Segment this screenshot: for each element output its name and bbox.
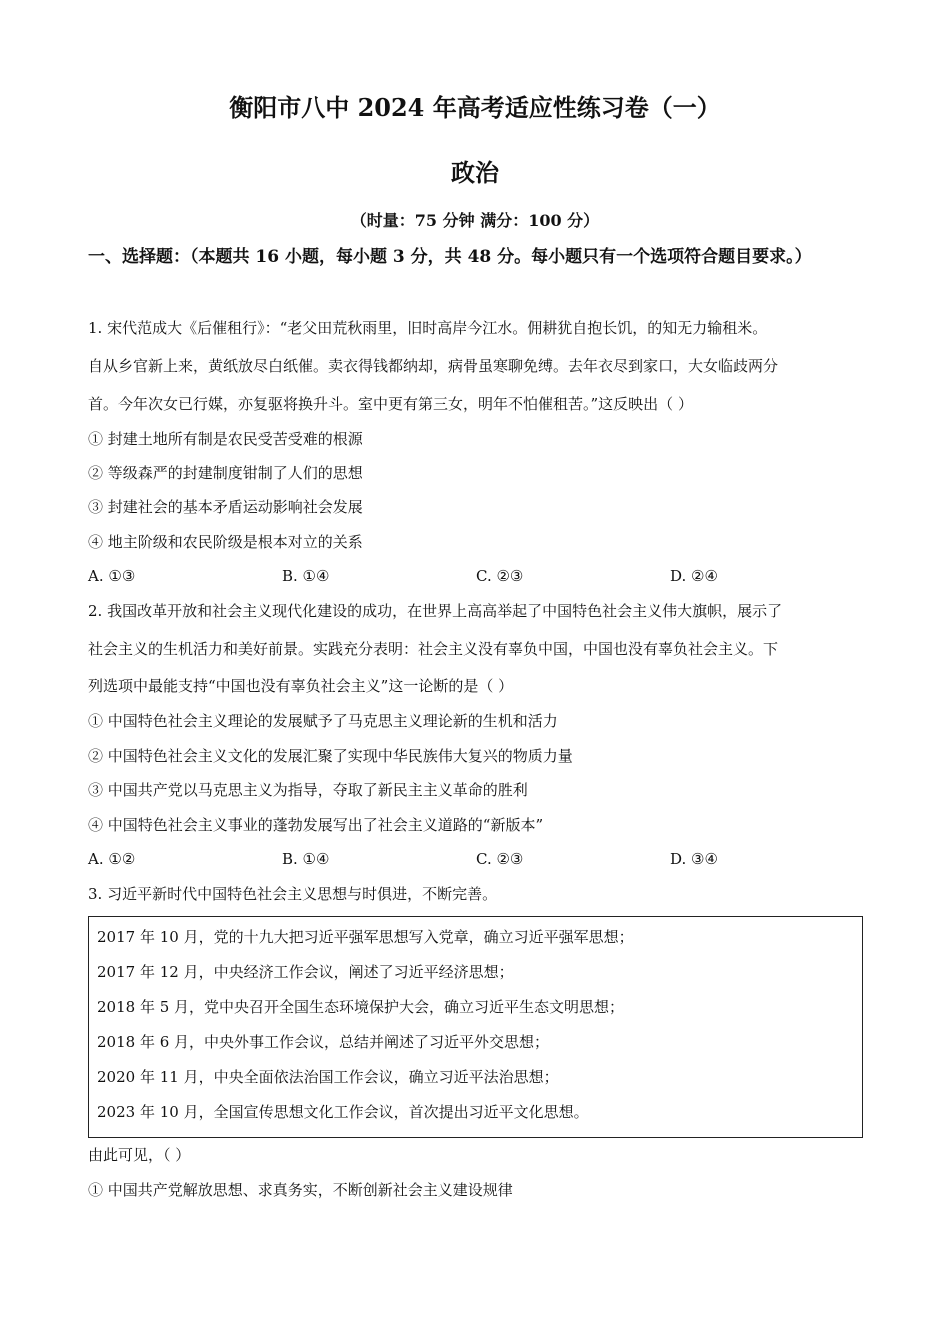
q1-statement-3: ③ 封建社会的基本矛盾运动影响社会发展 — [88, 498, 363, 516]
q2-statement-4: ④ 中国特色社会主义事业的蓬勃发展写出了社会主义道路的“新版本” — [88, 816, 544, 834]
q1-line-2: 自从乡官新上来，黄纸放尽白纸催。卖衣得钱都纳却，病骨虽寒聊免缚。去年衣尽到家口，大女临歧两分 — [88, 357, 779, 375]
q2-statement-2: ② 中国特色社会主义文化的发展汇聚了实现中华民族伟大复兴的物质力量 — [88, 747, 573, 765]
q1-statement-2: ② 等级森严的封建制度钳制了人们的思想 — [88, 464, 363, 482]
q1-line-1: 1. 宋代范成大《后催租行》：“老父田荒秋雨里，旧时高岸今江水。佣耕犹自抱长饥，的知无力输租米。 — [88, 319, 768, 337]
q2-option-a[interactable]: A. ①② — [88, 850, 136, 868]
exam-time-info: （时量：75 分钟 满分：100 分） — [350, 211, 600, 230]
q3-timeline-box — [88, 916, 863, 1138]
timeline-item: 2023 年 10 月，全国宣传思想文化工作会议，首次提出习近平文化思想。 — [97, 1103, 589, 1121]
timeline-item: 2020 年 11 月，中央全面依法治国工作会议，确立习近平法治思想； — [97, 1068, 559, 1086]
q3-statement-1: ① 中国共产党解放思想、求真务实，不断创新社会主义建设规律 — [88, 1181, 513, 1199]
q1-option-c[interactable]: C. ②③ — [476, 567, 524, 585]
timeline-item: 2018 年 6 月，中央外事工作会议，总结并阐述了习近平外交思想； — [97, 1033, 550, 1051]
q2-statement-3: ③ 中国共产党以马克思主义为指导，夺取了新民主主义革命的胜利 — [88, 781, 528, 799]
q2-line-3: 列选项中最能支持“中国也没有辜负社会主义”这一论断的是（ ） — [88, 677, 514, 695]
q2-statement-1: ① 中国特色社会主义理论的发展赋予了马克思主义理论新的生机和活力 — [88, 712, 558, 730]
q1-statement-4: ④ 地主阶级和农民阶级是根本对立的关系 — [88, 533, 363, 551]
timeline-item: 2018 年 5 月，党中央召开全国生态环境保护大会，确立习近平生态文明思想； — [97, 998, 625, 1016]
q3-intro: 3. 习近平新时代中国特色社会主义思想与时俱进，不断完善。 — [88, 885, 498, 903]
q2-option-d[interactable]: D. ③④ — [670, 850, 718, 868]
q2-option-c[interactable]: C. ②③ — [476, 850, 524, 868]
timeline-item: 2017 年 12 月，中央经济工作会议，阐述了习近平经济思想； — [97, 963, 514, 981]
q2-line-1: 2. 我国改革开放和社会主义现代化建设的成功，在世界上高高举起了中国特色社会主义伟大旗帜，展示了 — [88, 602, 783, 620]
q1-option-d[interactable]: D. ②④ — [670, 567, 718, 585]
q1-option-b[interactable]: B. ①④ — [282, 567, 330, 585]
q3-prompt: 由此可见，（ ） — [88, 1146, 191, 1164]
timeline-item: 2017 年 10 月，党的十九大把习近平强军思想写入党章，确立习近平强军思想； — [97, 928, 634, 946]
exam-subject: 政治 — [451, 158, 499, 187]
section-heading-choice: 一、选择题：（本题共 16 小题，每小题 3 分，共 48 分。每小题只有一个选项符合题目要求。） — [88, 247, 812, 267]
q1-statement-1: ① 封建土地所有制是农民受苦受难的根源 — [88, 430, 363, 448]
q1-line-3: 首。今年次女已行媒，亦复驱将换升斗。室中更有第三女，明年不怕催租苦。”这反映出（ ） — [88, 395, 693, 413]
q2-option-b[interactable]: B. ①④ — [282, 850, 330, 868]
q1-option-a[interactable]: A. ①③ — [88, 567, 136, 585]
exam-title: 衡阳市八中 2024 年高考适应性练习卷（一） — [229, 93, 721, 122]
q2-line-2: 社会主义的生机活力和美好前景。实践充分表明：社会主义没有辜负中国，中国也没有辜负社会主义。下 — [88, 640, 779, 658]
